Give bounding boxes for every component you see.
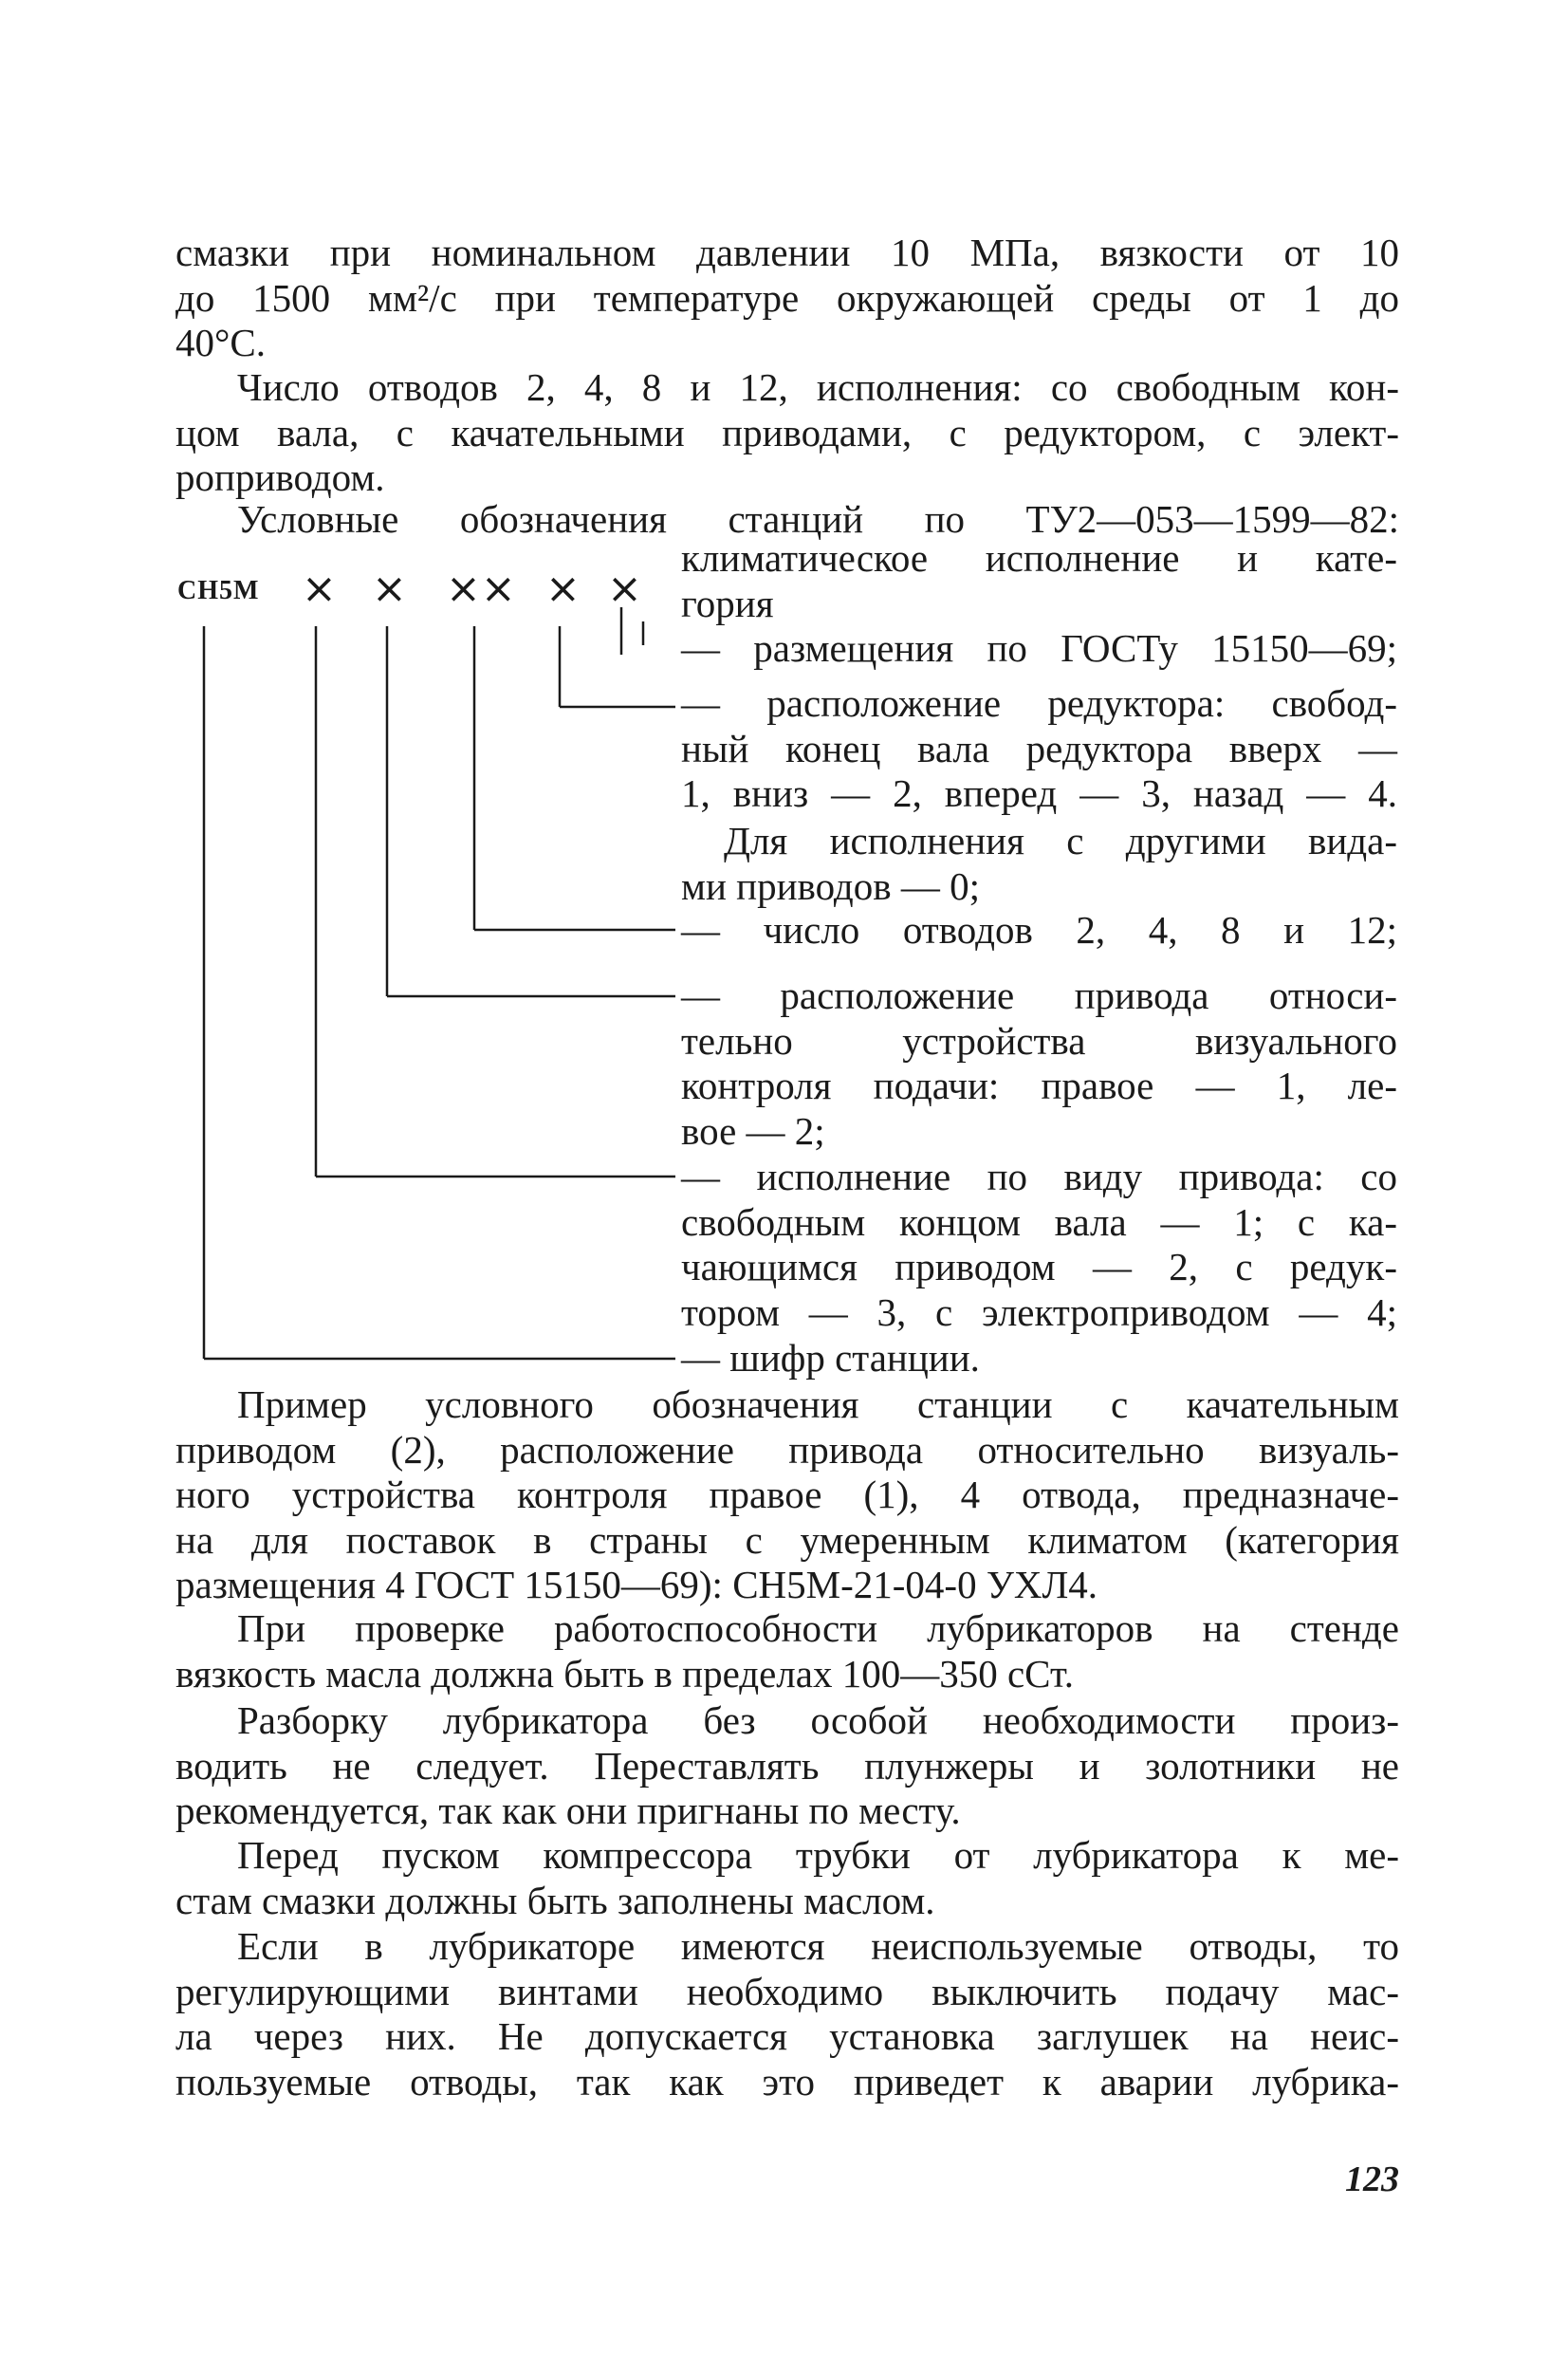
text-line: ный конец вала редуктора вверх —: [681, 726, 1397, 770]
page-number: 123: [1345, 2159, 1399, 2199]
text-line: размещения 4 ГОСТ 15150—69): СН5М-21-04-0 УХЛ4.: [175, 1563, 1098, 1606]
legend-climate: [681, 536, 1397, 672]
text-line: чающимся приводом — 2, с редук-: [681, 1245, 1397, 1288]
text-line: на для поставок в страны с умеренным климатом (категория: [175, 1517, 1399, 1562]
text-line: смазки при номинальном давлении 10 МПа, вязкости от 10: [175, 231, 1399, 274]
unused-outlets-paragraph: [175, 1924, 1399, 2104]
text-line: — размещения по ГОСТу 15150—69;: [681, 626, 1397, 670]
text-line: — шифр станции.: [681, 1336, 980, 1380]
text-line: контроля подачи: правое — 1, ле-: [681, 1064, 1397, 1107]
legend-drive-position: [681, 973, 1397, 1154]
text-line: — число отводов 2, 4, 8 и 12;: [681, 908, 1397, 952]
code-position-5: ×: [607, 565, 642, 613]
text-line: ла через них. Не допускается установка заглушек на неис-: [175, 2014, 1399, 2058]
text-line: — расположение редуктора: свобод-: [681, 681, 1397, 725]
text-line: регулирующими винтами необходимо выключить подачу мас-: [175, 1969, 1399, 2013]
text-line: Условные обозначения станций по ТУ2—053—1599—82:: [237, 497, 1399, 541]
station-code-prefix: СН5М: [177, 576, 260, 605]
text-line: 40°C.: [175, 321, 266, 364]
text-line: рекомендуется, так как они пригнаны по месту.: [175, 1789, 961, 1832]
legend-reducer: [681, 681, 1397, 817]
text-line: вязкость масла должна быть в пределах 100—350 сСт.: [175, 1651, 1075, 1696]
viscosity-paragraph: [175, 1606, 1399, 1696]
text-line: гория: [681, 581, 774, 625]
text-line: климатическое исполнение и кате-: [681, 536, 1397, 580]
code-position-2: ×: [372, 565, 407, 613]
legend-drive-type: [681, 1155, 1397, 1335]
text-line: тором — 3, с электроприводом — 4;: [681, 1289, 1397, 1334]
text-line: тельно устройства визуального: [681, 1018, 1397, 1063]
legend-station-code: [681, 1336, 1397, 1381]
text-line: вое — 2;: [681, 1108, 825, 1153]
text-line: приводом (2), расположение привода относительно визуаль-: [175, 1427, 1399, 1472]
example-paragraph: [175, 1382, 1399, 1608]
text-line: водить не следует. Переставлять плунжеры и золотники не: [175, 1743, 1399, 1788]
startup-paragraph: [175, 1833, 1399, 1923]
legend-outlets-count: [681, 908, 1397, 954]
text-line: Если в лубрикаторе имеются неиспользуемые отводы, то: [237, 1924, 1399, 1968]
text-line: ми приводов — 0;: [681, 863, 981, 908]
code-position-1: ×: [302, 565, 337, 613]
text-line: 1, вниз — 2, вперед — 3, назад — 4.: [681, 771, 1397, 815]
text-line: Число отводов 2, 4, 8 и 12, исполнения: со свободным кон-: [237, 365, 1399, 409]
text-line: ного устройства контроля правое (1), 4 отвода, предназначе-: [175, 1473, 1399, 1516]
text-line: При проверке работоспособности лубрикаторов на стенде: [237, 1606, 1399, 1650]
code-position-4: ×: [545, 565, 581, 613]
text-line: Перед пуском компрессора трубки от лубрикатора к ме-: [237, 1833, 1399, 1877]
text-line: цом вала, с качательными приводами, с редуктором, с элект-: [175, 410, 1399, 454]
text-line: — исполнение по виду привода: со: [681, 1155, 1397, 1198]
text-line: стам смазки должны быть заполнены маслом.: [175, 1878, 935, 1922]
text-line: Для исполнения с другими вида-: [724, 819, 1397, 862]
disassembly-paragraph: [175, 1698, 1399, 1834]
code-position-3: ××: [446, 565, 516, 613]
text-line: — расположение привода относи-: [681, 973, 1397, 1017]
legend-other-drives: [681, 819, 1397, 909]
text-line: Пример условного обозначения станции с качательным: [237, 1382, 1399, 1426]
text-line: до 1500 мм²/с при температуре окружающей среды от 1 до: [175, 275, 1399, 320]
text-line: свободным концом вала — 1; с ка-: [681, 1199, 1397, 1244]
text-line: Разборку лубрикатора без особой необходимости произ-: [237, 1698, 1399, 1742]
text-line: роприводом.: [175, 455, 385, 499]
text-line: пользуемые отводы, так как это приведет к аварии лубрика-: [175, 2059, 1399, 2104]
